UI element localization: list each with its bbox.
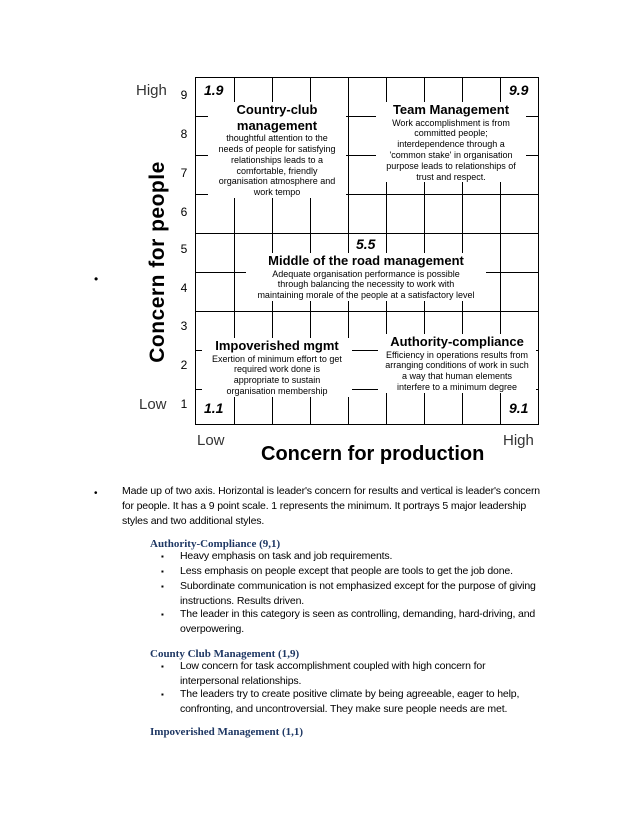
grid-line — [196, 233, 538, 234]
list-item-line: Subordinate communication is not emphasized except for the purpose of giving — [180, 580, 536, 592]
middle-road-desc-1: Adequate organisation performance is possible — [272, 268, 460, 279]
list-item-line: Low concern for task accomplishment coupled with high concern for — [180, 660, 486, 672]
coord-label-5-5: 5.5 — [356, 236, 376, 252]
coord-label-9-1: 9.1 — [509, 400, 529, 416]
list-item-text — [180, 607, 558, 637]
list-item-line: interpersonal relationships. — [180, 675, 302, 687]
team-desc-4: 'common stake' in organisation — [389, 149, 513, 160]
coord-label-1-9: 1.9 — [204, 82, 224, 98]
authority-title: Authority-compliance — [390, 334, 524, 349]
y-tick-1: 1 — [180, 397, 188, 411]
middle-road-title: Middle of the road management — [268, 253, 464, 268]
team-desc-3: interdependence through a — [397, 139, 505, 150]
list-item-line: confronting, and uncontroversial. They make sure people needs are met. — [180, 703, 508, 715]
intro-line-3: styles and two additional styles. — [122, 515, 265, 527]
y-tick-5: 5 — [180, 242, 188, 256]
authority-desc-3: a way that human elements — [401, 371, 513, 382]
authority-desc-1: Efficiency in operations results from — [386, 349, 528, 360]
square-bullet-icon: ▪ — [161, 690, 164, 699]
impoverished-box — [202, 338, 352, 397]
authority-compliance-box — [378, 334, 536, 393]
impoverished-desc-2: required work done is — [233, 364, 321, 375]
team-title: Team Management — [392, 102, 510, 117]
y-axis-low-label: Low — [139, 396, 167, 413]
x-axis-low-label: Low — [197, 432, 225, 449]
country-club-desc-3: relationships leads to a — [230, 154, 324, 165]
x-axis-title: Concern for production — [261, 443, 485, 465]
y-tick-9: 9 — [180, 88, 188, 102]
team-desc-1: Work accomplishment is from — [392, 117, 510, 128]
country-club-title-1: Country-club — [236, 102, 318, 117]
list-item-text — [180, 659, 558, 689]
country-club-title-2: management — [236, 117, 318, 133]
impoverished-desc-4: organisation membership — [226, 385, 328, 396]
country-club-heading: County Club Management (1,9) — [150, 648, 300, 660]
coord-label-9-9: 9.9 — [509, 82, 529, 98]
impoverished-heading: Impoverished Management (1,1) — [150, 726, 304, 738]
list-item-text: Less emphasis on people except that people are tools to get the job done. — [180, 565, 513, 577]
impoverished-desc-1: Exertion of minimum effort to get — [212, 353, 342, 364]
list-bullet: • — [94, 272, 99, 286]
square-bullet-icon: ▪ — [161, 552, 164, 561]
country-club-box — [208, 102, 346, 198]
y-tick-6: 6 — [180, 205, 188, 219]
team-management-box — [376, 102, 526, 182]
team-desc-5: purpose leads to relationships of — [386, 160, 516, 171]
authority-desc-4: interfere to a minimum degree — [396, 381, 518, 392]
country-club-desc-6: work tempo — [253, 187, 301, 198]
impoverished-title: Impoverished mgmt — [215, 338, 339, 353]
square-bullet-icon: ▪ — [161, 610, 164, 619]
country-club-desc-5: organisation atmosphere and — [218, 176, 336, 187]
list-item-line: The leaders try to create positive climate by being agreeable, eager to help, — [180, 688, 520, 700]
authority-compliance-heading: Authority-Compliance (9,1) — [150, 538, 281, 550]
y-tick-3: 3 — [180, 319, 188, 333]
coord-label-1-1: 1.1 — [204, 400, 224, 416]
square-bullet-icon: ▪ — [161, 582, 164, 591]
intro-paragraph — [122, 484, 562, 529]
grid-plot-area — [195, 77, 539, 425]
y-tick-8: 8 — [180, 127, 188, 141]
list-item-text — [180, 579, 558, 609]
intro-line-2: for people. It has a 9 point scale. 1 represents the minimum. It portrays 5 major leadership — [122, 500, 527, 512]
y-tick-7: 7 — [180, 166, 188, 180]
list-item-line: The leader in this category is seen as controlling, demanding, hard-driving, and — [180, 608, 536, 620]
y-tick-2: 2 — [180, 358, 188, 372]
square-bullet-icon: ▪ — [161, 567, 164, 576]
y-tick-4: 4 — [180, 281, 188, 295]
grid-line — [196, 311, 538, 312]
y-axis-title-text: Concern for people — [146, 161, 169, 363]
square-bullet-icon: ▪ — [161, 662, 164, 671]
team-desc-2: committed people; — [414, 128, 488, 139]
list-item-line: instructions. Results driven. — [180, 595, 305, 607]
impoverished-desc-3: appropriate to sustain — [233, 375, 321, 386]
intro-line-1: Made up of two axis. Horizontal is leader's concern for results and vertical is leader's concern — [122, 485, 540, 497]
list-bullet: • — [94, 488, 98, 499]
y-axis-high-label: High — [136, 82, 167, 99]
middle-road-box — [246, 253, 486, 301]
team-desc-6: trust and respect. — [416, 171, 486, 182]
authority-desc-2: arranging conditions of work in such — [385, 360, 529, 371]
country-club-desc-2: needs of people for satisfying — [218, 143, 336, 154]
country-club-desc-4: comfortable, friendly — [236, 165, 318, 176]
list-item-line: overpowering. — [180, 623, 245, 635]
country-club-desc-1: thoughtful attention to the — [226, 133, 328, 144]
middle-road-desc-3: maintaining morale of the people at a satisfactory level — [257, 290, 475, 301]
list-item-text — [180, 687, 558, 717]
x-axis-high-label: High — [503, 432, 534, 449]
middle-road-desc-2: through balancing the necessity to work with — [277, 279, 455, 290]
list-item-text: Heavy emphasis on task and job requirements. — [180, 550, 393, 562]
